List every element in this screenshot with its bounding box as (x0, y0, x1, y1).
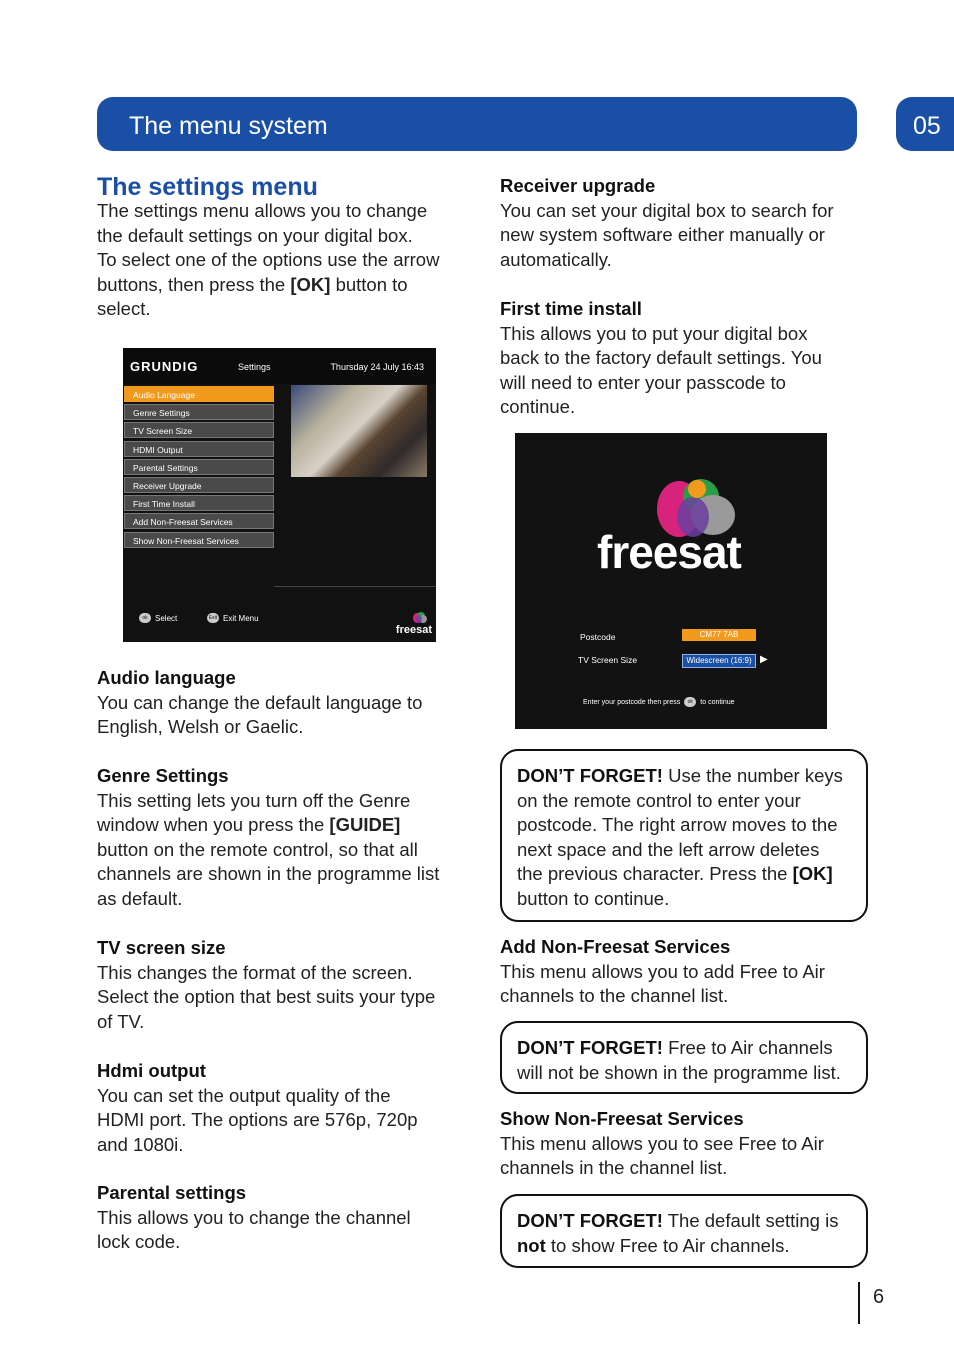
note-label: DON’T FORGET! (517, 765, 663, 786)
note-line: on the remote control to enter your (517, 789, 801, 811)
settings-menu-list (124, 386, 274, 550)
hint-text: Enter your postcode then press (583, 698, 681, 706)
section-line: back to the factory default settings. You (500, 347, 822, 368)
right-arrow-icon: ▶ (760, 654, 768, 665)
note-line (517, 764, 854, 789)
first-install-screen-image (515, 433, 827, 729)
section-show-non-freesat (500, 1107, 860, 1181)
section-line: channels are shown in the programme list (97, 863, 440, 884)
tv-preview-picture (291, 385, 427, 477)
ok-button-icon: ok (139, 613, 151, 623)
section-line: lock code. (97, 1231, 181, 1252)
settings-menu-item: Show Non-Freesat Services (124, 532, 274, 548)
note-line (517, 1036, 854, 1061)
dont-forget-note-programme-list (500, 1021, 868, 1094)
settings-screen-title: Settings (238, 362, 271, 372)
chapter-number: 05 (913, 112, 941, 140)
text-run: to show Free to Air channels. (545, 1234, 790, 1256)
note-line: button to continue. (517, 887, 670, 909)
section-line: You can change the default language to (97, 691, 423, 713)
section-line: channels to the channel list. (500, 985, 729, 1006)
section-line: will need to enter your passcode to (500, 371, 786, 393)
text-run: Use the number keys (662, 765, 843, 786)
section-line: This setting lets you turn off the Genre (97, 789, 411, 811)
text-run: Free to Air channels (662, 1037, 833, 1058)
section-line: This allows you to put your digital box (500, 322, 808, 344)
note-line: will not be shown in the programme list. (517, 1061, 841, 1083)
section-line: button on the remote control, so that all (97, 838, 418, 860)
settings-menu-item: HDMI Output (124, 441, 274, 457)
settings-screen-datetime: Thursday 24 July 16:43 (330, 362, 424, 372)
postcode-label: Postcode (580, 632, 616, 642)
page-number: 6 (873, 1286, 885, 1308)
settings-menu-item: Receiver Upgrade (124, 477, 274, 493)
section-line: English, Welsh or Gaelic. (97, 716, 304, 737)
settings-menu-item: Genre Settings (124, 404, 274, 420)
note-line: next space and the left arrow deletes (517, 838, 820, 860)
settings-menu-item: First Time Install (124, 495, 274, 511)
section-line: This changes the format of the screen. (97, 961, 413, 983)
note-line: postcode. The right arrow moves to the (517, 814, 838, 835)
page-number-rule (858, 1282, 860, 1324)
section-banner (97, 97, 857, 151)
section-line: This menu allows you to add Free to Air (500, 960, 825, 982)
section-line: continue. (500, 396, 576, 417)
emphasis: not (517, 1234, 546, 1256)
select-hint-label: Select (155, 613, 178, 623)
intro-line: select. (97, 298, 151, 319)
divider (274, 586, 436, 587)
section-line: as default. (97, 887, 183, 909)
section-first-time-install (500, 297, 860, 420)
hint-text: to continue (700, 698, 735, 706)
section-hdmi (97, 1059, 459, 1157)
section-title: Receiver upgrade (500, 175, 656, 196)
section-audio (97, 666, 459, 740)
page-heading: The settings menu (97, 173, 318, 201)
intro-line (97, 273, 467, 298)
section-genre (97, 764, 459, 911)
dont-forget-note-postcode (500, 749, 868, 922)
tv-screen-size-label: TV Screen Size (578, 655, 638, 665)
tv-screen-size-select: Widescreen (16:9) (682, 654, 756, 668)
exit-hint-label: Exit Menu (223, 613, 259, 623)
section-line: This menu allows you to see Free to Air (500, 1132, 824, 1154)
freesat-logo: freesat (395, 624, 432, 636)
intro-line: the default settings on your digital box. (97, 224, 413, 246)
note-label: DON’T FORGET! (517, 1037, 663, 1058)
freesat-logo: freesat (597, 526, 741, 578)
continue-hint (583, 697, 735, 707)
settings-menu-item: TV Screen Size (124, 422, 274, 438)
section-title: Show Non-Freesat Services (500, 1108, 744, 1129)
settings-screen-image (123, 348, 436, 642)
note-line (517, 1234, 854, 1259)
brand-logo: GRUNDIG (130, 359, 199, 374)
settings-menu-item: Parental Settings (124, 459, 274, 475)
settings-screen-header (123, 348, 436, 384)
section-tv-screen-size (97, 936, 459, 1034)
note-label: DON’T FORGET! (517, 1210, 663, 1231)
section-title: Add Non-Freesat Services (500, 936, 731, 957)
section-receiver-upgrade (500, 174, 860, 272)
section-line: This allows you to change the channel (97, 1206, 411, 1228)
section-line: new system software either manually or (500, 224, 825, 245)
section-title: Hdmi output (97, 1060, 206, 1081)
section-line: You can set your digital box to search for (500, 199, 834, 221)
exit-hint (207, 613, 259, 623)
intro-text-run: button to (330, 273, 408, 295)
section-line: Select the option that best suits your type (97, 986, 436, 1007)
note-line (517, 1209, 854, 1234)
section-title: First time install (500, 298, 642, 319)
note-line (517, 862, 854, 887)
section-title: The menu system (129, 112, 328, 140)
section-line (97, 813, 459, 838)
settings-menu-item: Add Non-Freesat Services (124, 513, 274, 529)
section-line: channels in the channel list. (500, 1157, 728, 1178)
text-run: the previous character. Press the (517, 863, 793, 884)
ok-key-label: [OK] (290, 273, 331, 295)
guide-key-label: [GUIDE] (329, 814, 401, 835)
chapter-tab (896, 97, 954, 151)
section-title: TV screen size (97, 937, 226, 958)
freesat-petal-icon (412, 612, 428, 624)
section-line: and 1080i. (97, 1133, 184, 1155)
ok-key-label: [OK] (792, 863, 833, 884)
ok-button-icon: ok (684, 697, 696, 707)
intro-text (97, 199, 467, 322)
exit-button-icon: Exit (208, 615, 218, 621)
section-add-non-freesat (500, 935, 860, 1009)
section-line: automatically. (500, 248, 612, 270)
section-title: Parental settings (97, 1182, 247, 1203)
intro-text-run: buttons, then press the (97, 273, 291, 295)
text-run: window when you press the (97, 814, 330, 835)
postcode-input: CM77 7AB (682, 629, 756, 641)
settings-menu-item: Audio Language (124, 386, 274, 402)
text-run: The default setting is (662, 1210, 839, 1231)
intro-line: To select one of the options use the arrow (97, 249, 440, 270)
select-hint (139, 613, 177, 623)
section-parental (97, 1181, 459, 1255)
section-line: of TV. (97, 1010, 145, 1032)
section-line: HDMI port. The options are 576p, 720p (97, 1109, 418, 1130)
section-title: Genre Settings (97, 765, 229, 786)
intro-line: The settings menu allows you to change (97, 200, 428, 221)
section-title: Audio language (97, 667, 236, 688)
section-line: You can set the output quality of the (97, 1084, 391, 1106)
dont-forget-note-default (500, 1194, 868, 1268)
